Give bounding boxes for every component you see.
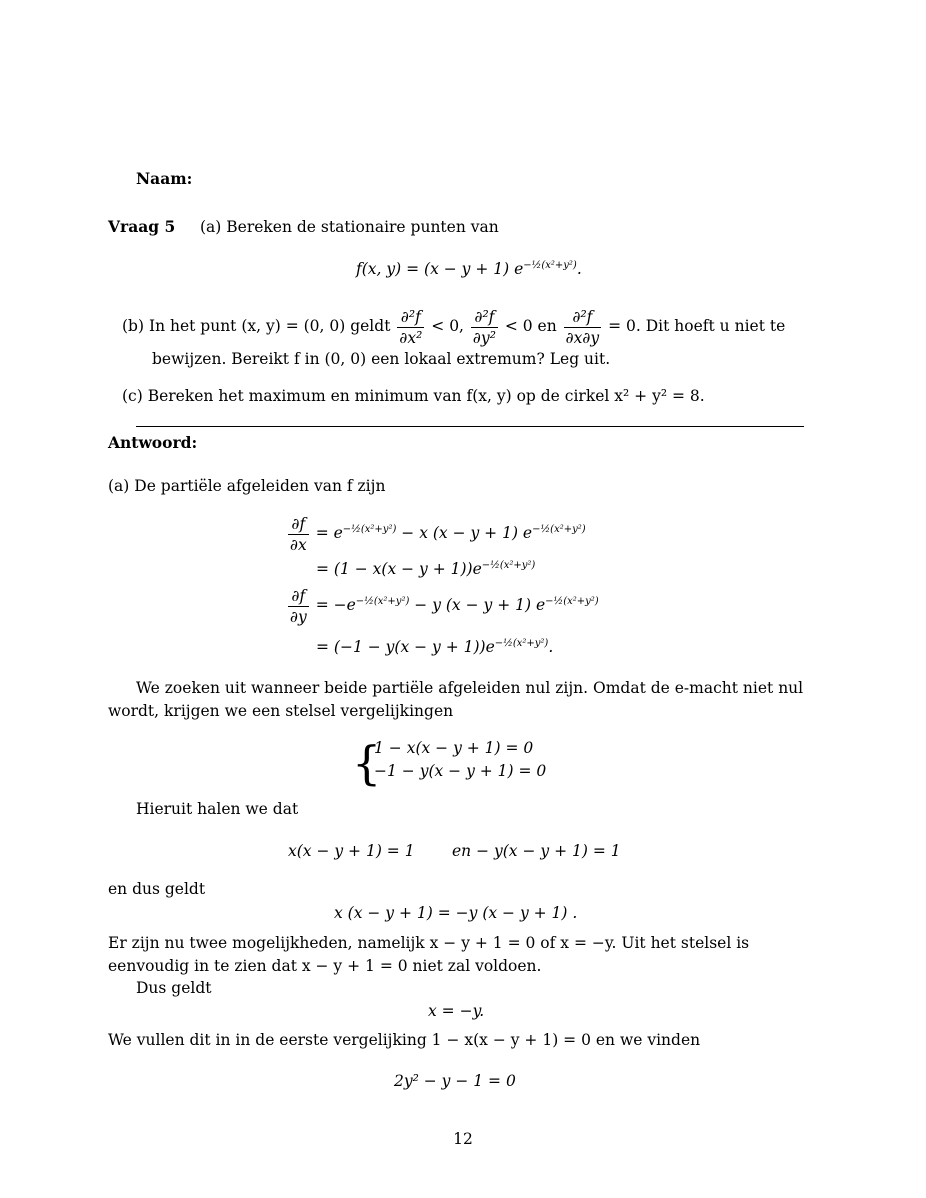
expr: = (−1 − y(x − y + 1))e [316,638,495,656]
exponent: −½(x²+y²) [532,523,586,535]
paragraph-1a: We zoeken uit wanneer beide partiële afgeleiden nul zijn. Omdat de e-macht niet nul [136,679,804,697]
question-part-a: (a) Bereken de stationaire punten van [200,218,499,236]
exponent: −½(x²+y²) [481,559,536,571]
relation-1: < 0, [431,317,464,335]
system-eq-1: 1 − x(x − y + 1) = 0 [374,739,534,757]
paragraph-3: en dus geldt [108,880,206,898]
fraction-num: ∂²f [564,307,602,328]
formula-lhs: f(x, y) = (x − y + 1) e [356,260,524,278]
derivative-x-line2 [316,558,535,580]
expr: = e [315,524,343,542]
fraction-den: ∂x² [399,328,423,347]
fraction-fxx [397,307,424,348]
expr: − x (x − y + 1) e [396,524,533,542]
expr: . [548,638,554,656]
paragraph-2: Hieruit halen we dat [136,800,299,818]
fraction-dfdy [288,586,309,627]
page-number: 12 [453,1130,473,1148]
answer-label: Antwoord: [108,433,198,452]
fraction-num: ∂²f [397,307,424,328]
fraction-den: ∂y [290,607,307,626]
formula-end: . [576,260,582,278]
equation-5: 2y² − y − 1 = 0 [394,1072,516,1090]
fraction-num: ∂f [288,514,309,535]
question-part-b [122,306,785,348]
exponent: −½(x²+y²) [494,637,549,649]
exponent: −½(x²+y²) [355,595,410,607]
equation-4: x = −y. [428,1002,485,1020]
paragraph-4a: Er zijn nu twee mogelijkheden, namelijk x − y + 1 = 0 of x = −y. Uit het stelsel is [108,934,750,952]
paragraph-1b: wordt, krijgen we een stelsel vergelijkingen [108,702,454,720]
paragraph-4b: eenvoudig in te zien dat x − y + 1 = 0 niet zal voldoen. [108,957,542,975]
fraction-den: ∂y² [472,328,496,347]
question-label: Vraag 5 [108,217,176,236]
answer-intro: (a) De partiële afgeleiden van f zijn [108,477,386,495]
fraction-num: ∂²f [471,307,498,328]
relation-2: < 0 en [504,317,557,335]
question-part-b-2: bewijzen. Bereikt f in (0, 0) een lokaal extremum? Leg uit. [152,350,611,368]
fraction-den: ∂x [290,535,307,554]
name-label: Naam: [136,169,193,188]
eq-pair-2: en − y(x − y + 1) = 1 [452,842,621,860]
system-brace: { [352,736,382,790]
fraction-num: ∂f [288,586,309,607]
formula-exponent: −½(x²+y²) [523,259,577,271]
question-formula [356,258,582,280]
part-b-text: (b) In het punt (x, y) = (0, 0) geldt [122,317,391,335]
relation-3: = 0. Dit hoeft u niet te [608,317,786,335]
derivative-y-line2 [316,636,553,658]
expr: − y (x − y + 1) e [409,596,546,614]
expr: = −e [315,596,356,614]
derivative-x-line1 [286,512,586,555]
expr: = (1 − x(x − y + 1))e [316,560,482,578]
paragraph-6: We vullen dit in in de eerste vergelijking 1 − x(x − y + 1) = 0 en we vinden [108,1031,701,1049]
divider [136,426,804,427]
fraction-fxy [564,307,602,348]
derivative-y-line1 [286,584,599,627]
system-eq-2: −1 − y(x − y + 1) = 0 [374,762,547,780]
exponent: −½(x²+y²) [342,523,397,535]
question-part-c: (c) Bereken het maximum en minimum van f(x, y) op de cirkel x² + y² = 8. [122,387,705,405]
equation-3: x (x − y + 1) = −y (x − y + 1) . [334,904,578,922]
fraction-dfdx [288,514,309,555]
eq-pair-1: x(x − y + 1) = 1 [288,842,415,860]
fraction-fyy [471,307,498,348]
fraction-den: ∂x∂y [565,328,600,347]
exponent: −½(x²+y²) [545,595,599,607]
paragraph-5: Dus geldt [136,979,212,997]
